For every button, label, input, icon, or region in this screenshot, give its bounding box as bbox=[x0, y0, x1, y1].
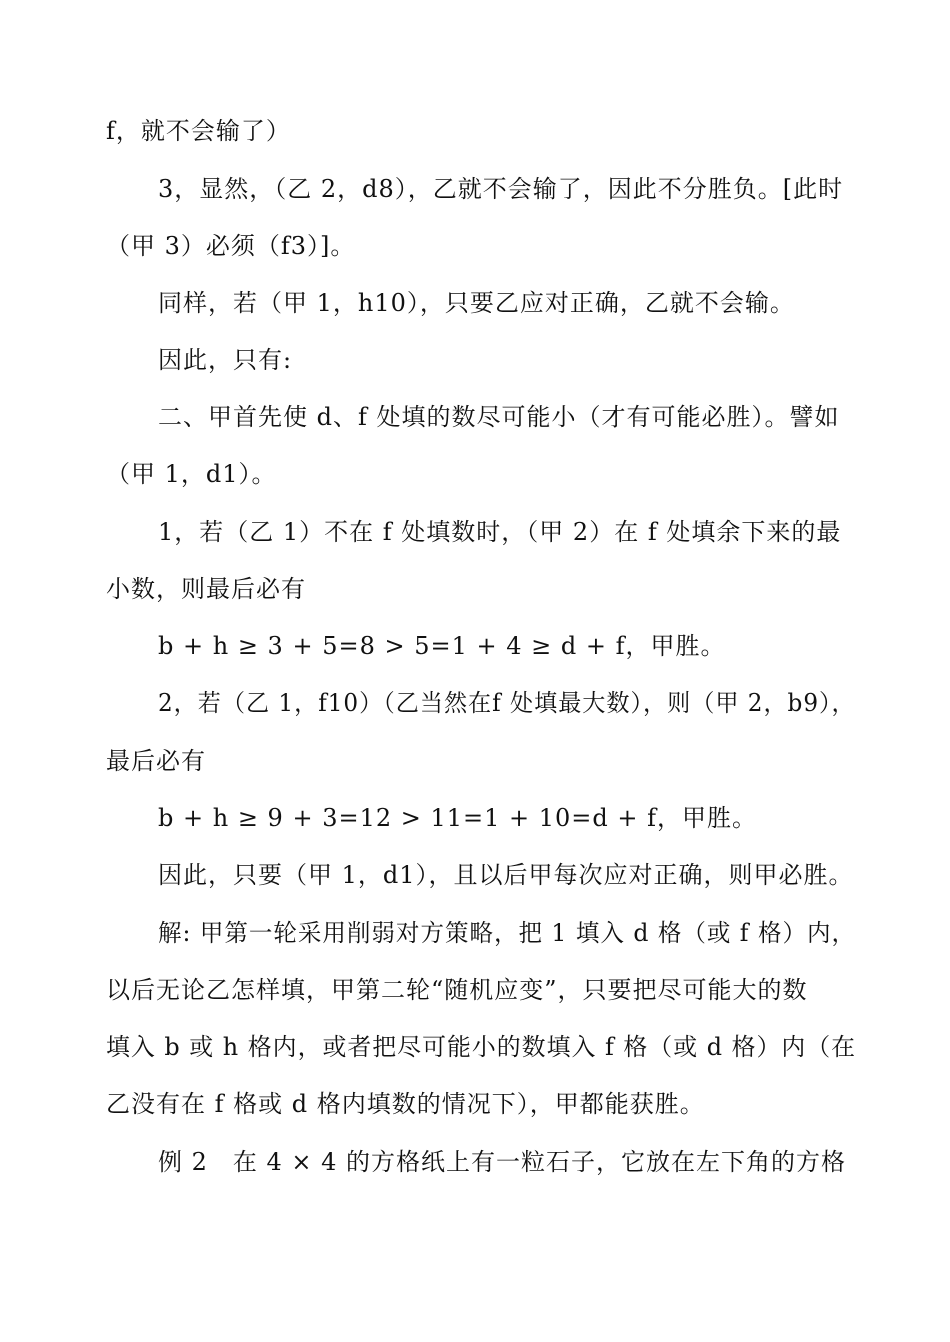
text-line-17: 填入 b 或 h 格内，或者把尽可能小的数填入 f 格（或 d 格）内（在 bbox=[106, 1033, 857, 1061]
text-line-10: b + h ≥ 3 + 5=8 > 5=1 + 4 ≥ d + f，甲胜。 bbox=[158, 632, 726, 660]
text-line-15: 解: 甲第一轮采用削弱对方策略，把 1 填入 d 格（或 f 格）内， bbox=[158, 919, 856, 947]
text-line-7: （甲 1，d1）。 bbox=[106, 460, 277, 488]
text-line-9: 小数，则最后必有 bbox=[106, 575, 306, 603]
text-line-2: 3，显然，（乙 2，d8），乙就不会输了，因此不分胜负。[此时 bbox=[158, 175, 844, 203]
text-line-18: 乙没有在 f 格或 d 格内填数的情况下），甲都能获胜。 bbox=[106, 1090, 705, 1118]
text-line-12: 最后必有 bbox=[106, 747, 206, 775]
text-line-19: 例 2 在 4 × 4 的方格纸上有一粒石子，它放在左下角的方格 bbox=[158, 1148, 847, 1176]
text-line-6: 二、甲首先使 d、f 处填的数尽可能小（才有可能必胜）。譬如 bbox=[158, 403, 840, 431]
text-line-13: b + h ≥ 9 + 3=12 > 11=1 + 10=d + f，甲胜。 bbox=[158, 804, 758, 832]
text-line-8: 1，若（乙 1）不在 f 处填数时，（甲 2）在 f 处填余下来的最 bbox=[158, 518, 842, 546]
text-line-4: 同样，若（甲 1，h10），只要乙应对正确，乙就不会输。 bbox=[158, 289, 795, 317]
text-line-16: 以后无论乙怎样填，甲第二轮“随机应变”，只要把尽可能大的数 bbox=[106, 976, 808, 1004]
text-line-14: 因此，只要（甲 1，d1），且以后甲每次应对正确，则甲必胜。 bbox=[158, 861, 854, 889]
text-line-5: 因此，只有: bbox=[158, 346, 293, 374]
text-line-3: （甲 3）必须（f3）]。 bbox=[106, 232, 356, 260]
text-line-1: f，就不会输了） bbox=[106, 117, 291, 145]
text-line-11: 2，若（乙 1，f10）（乙当然在f 处填最大数），则（甲 2，b9）， bbox=[158, 689, 856, 717]
